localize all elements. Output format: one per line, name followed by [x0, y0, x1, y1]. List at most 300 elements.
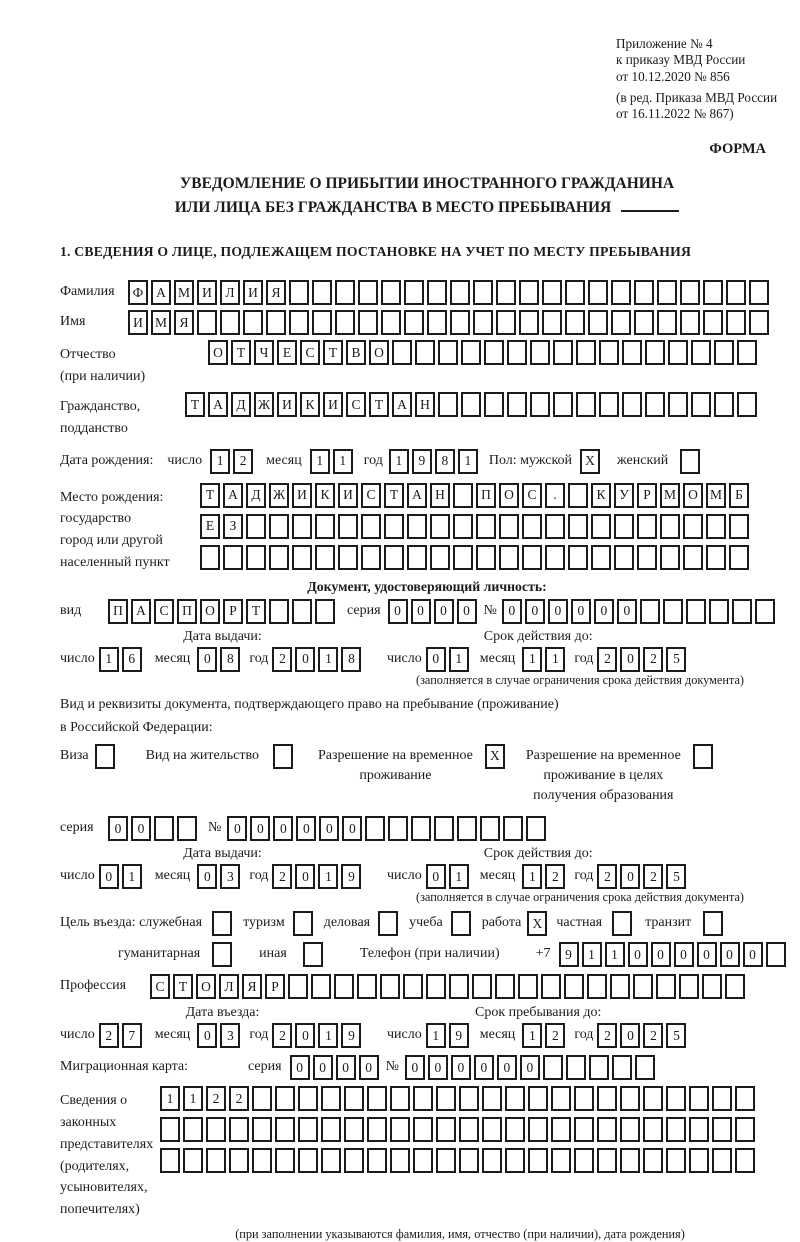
permit-expiry-day-cells[interactable]	[426, 864, 472, 889]
doc-number-cells[interactable]	[502, 599, 778, 624]
char-cell[interactable]: В	[346, 340, 366, 365]
char-cell[interactable]	[384, 545, 404, 570]
char-cell[interactable]	[292, 545, 312, 570]
char-cell[interactable]: X	[485, 744, 505, 769]
char-cell[interactable]	[612, 1055, 632, 1080]
char-cell[interactable]	[612, 911, 632, 936]
char-cell[interactable]	[680, 449, 700, 474]
doc-issue-year-cells[interactable]	[272, 647, 364, 672]
char-cell[interactable]	[298, 1117, 318, 1142]
char-cell[interactable]: 0	[295, 1023, 315, 1048]
char-cell[interactable]	[645, 340, 665, 365]
char-cell[interactable]	[666, 1117, 686, 1142]
char-cell[interactable]	[735, 1086, 755, 1111]
char-cell[interactable]: 2	[545, 1023, 565, 1048]
char-cell[interactable]: 0	[250, 816, 270, 841]
char-cell[interactable]: К	[300, 392, 320, 417]
doc-expiry-month-cells[interactable]	[522, 647, 568, 672]
migcard-series-cells[interactable]	[290, 1055, 382, 1080]
char-cell[interactable]: 0	[571, 599, 591, 624]
char-cell[interactable]	[459, 1086, 479, 1111]
char-cell[interactable]: 0	[434, 599, 454, 624]
char-cell[interactable]	[660, 545, 680, 570]
char-cell[interactable]	[403, 974, 423, 999]
char-cell[interactable]: Т	[231, 340, 251, 365]
doc-expiry-day-cells[interactable]	[426, 647, 472, 672]
char-cell[interactable]	[622, 340, 642, 365]
char-cell[interactable]	[568, 545, 588, 570]
char-cell[interactable]: Я	[174, 310, 194, 335]
char-cell[interactable]: 0	[131, 816, 151, 841]
char-cell[interactable]	[666, 1086, 686, 1111]
temp-residence-checkbox[interactable]	[485, 744, 508, 769]
char-cell[interactable]	[392, 340, 412, 365]
char-cell[interactable]	[381, 310, 401, 335]
char-cell[interactable]: 0	[426, 647, 446, 672]
char-cell[interactable]	[714, 392, 734, 417]
char-cell[interactable]	[246, 514, 266, 539]
char-cell[interactable]	[755, 599, 775, 624]
purpose-business-checkbox[interactable]	[378, 911, 401, 936]
char-cell[interactable]: Д	[246, 483, 266, 508]
char-cell[interactable]	[576, 392, 596, 417]
char-cell[interactable]	[519, 280, 539, 305]
char-cell[interactable]	[668, 392, 688, 417]
char-cell[interactable]	[292, 599, 312, 624]
char-cell[interactable]	[622, 392, 642, 417]
char-cell[interactable]	[691, 340, 711, 365]
char-cell[interactable]: 0	[342, 816, 362, 841]
char-cell[interactable]: Т	[185, 392, 205, 417]
char-cell[interactable]	[518, 974, 538, 999]
char-cell[interactable]	[545, 514, 565, 539]
char-cell[interactable]	[686, 599, 706, 624]
char-cell[interactable]	[223, 545, 243, 570]
char-cell[interactable]: 0	[296, 816, 316, 841]
entry-month-cells[interactable]	[197, 1023, 243, 1048]
char-cell[interactable]	[633, 974, 653, 999]
char-cell[interactable]: 2	[597, 864, 617, 889]
char-cell[interactable]	[643, 1086, 663, 1111]
char-cell[interactable]	[587, 974, 607, 999]
char-cell[interactable]: 1	[522, 647, 542, 672]
char-cell[interactable]	[709, 599, 729, 624]
legal-reps-line1[interactable]	[160, 1086, 758, 1111]
char-cell[interactable]	[599, 340, 619, 365]
char-cell[interactable]: 9	[559, 942, 579, 967]
char-cell[interactable]: 0	[227, 816, 247, 841]
purpose-transit-checkbox[interactable]	[703, 911, 726, 936]
char-cell[interactable]: М	[660, 483, 680, 508]
char-cell[interactable]	[436, 1086, 456, 1111]
char-cell[interactable]: З	[223, 514, 243, 539]
char-cell[interactable]: 0	[525, 599, 545, 624]
birth-place-line2[interactable]	[200, 514, 752, 539]
char-cell[interactable]	[542, 310, 562, 335]
char-cell[interactable]: 0	[197, 1023, 217, 1048]
char-cell[interactable]	[749, 310, 769, 335]
char-cell[interactable]	[640, 599, 660, 624]
char-cell[interactable]: 0	[620, 647, 640, 672]
char-cell[interactable]: 1	[99, 647, 119, 672]
char-cell[interactable]: 1	[426, 1023, 446, 1048]
char-cell[interactable]: И	[338, 483, 358, 508]
char-cell[interactable]	[459, 1148, 479, 1173]
char-cell[interactable]	[634, 280, 654, 305]
stay-year-cells[interactable]	[597, 1023, 689, 1048]
char-cell[interactable]: Ж	[254, 392, 274, 417]
char-cell[interactable]	[434, 816, 454, 841]
char-cell[interactable]: 0	[674, 942, 694, 967]
char-cell[interactable]	[335, 280, 355, 305]
char-cell[interactable]	[737, 392, 757, 417]
char-cell[interactable]	[712, 1148, 732, 1173]
profession-cells[interactable]	[150, 974, 748, 999]
char-cell[interactable]: 1	[582, 942, 602, 967]
char-cell[interactable]	[344, 1117, 364, 1142]
char-cell[interactable]	[528, 1086, 548, 1111]
char-cell[interactable]: 2	[272, 1023, 292, 1048]
purpose-study-checkbox[interactable]	[451, 911, 474, 936]
char-cell[interactable]	[212, 911, 232, 936]
char-cell[interactable]: Л	[220, 280, 240, 305]
char-cell[interactable]	[712, 1086, 732, 1111]
char-cell[interactable]	[457, 816, 477, 841]
birth-place-line3[interactable]	[200, 545, 752, 570]
char-cell[interactable]: 1	[522, 1023, 542, 1048]
char-cell[interactable]: П	[476, 483, 496, 508]
char-cell[interactable]: 2	[272, 647, 292, 672]
char-cell[interactable]	[436, 1117, 456, 1142]
char-cell[interactable]: Т	[200, 483, 220, 508]
char-cell[interactable]: 0	[411, 599, 431, 624]
char-cell[interactable]	[334, 974, 354, 999]
char-cell[interactable]	[338, 545, 358, 570]
char-cell[interactable]: М	[706, 483, 726, 508]
stay-day-cells[interactable]	[426, 1023, 472, 1048]
char-cell[interactable]	[220, 310, 240, 335]
char-cell[interactable]	[183, 1117, 203, 1142]
char-cell[interactable]: 0	[197, 864, 217, 889]
char-cell[interactable]	[637, 514, 657, 539]
char-cell[interactable]	[597, 1117, 617, 1142]
char-cell[interactable]	[312, 280, 332, 305]
char-cell[interactable]	[729, 545, 749, 570]
char-cell[interactable]	[588, 280, 608, 305]
char-cell[interactable]: 1	[605, 942, 625, 967]
char-cell[interactable]	[407, 545, 427, 570]
char-cell[interactable]: 9	[341, 1023, 361, 1048]
char-cell[interactable]	[712, 1117, 732, 1142]
char-cell[interactable]	[315, 514, 335, 539]
char-cell[interactable]	[269, 514, 289, 539]
char-cell[interactable]: 8	[220, 647, 240, 672]
purpose-private-checkbox[interactable]	[612, 911, 635, 936]
char-cell[interactable]	[344, 1086, 364, 1111]
char-cell[interactable]	[357, 974, 377, 999]
char-cell[interactable]	[413, 1086, 433, 1111]
char-cell[interactable]: Е	[277, 340, 297, 365]
char-cell[interactable]: И	[197, 280, 217, 305]
char-cell[interactable]	[679, 974, 699, 999]
char-cell[interactable]	[451, 911, 471, 936]
char-cell[interactable]	[358, 310, 378, 335]
char-cell[interactable]	[634, 310, 654, 335]
char-cell[interactable]	[611, 310, 631, 335]
char-cell[interactable]: 0	[405, 1055, 425, 1080]
char-cell[interactable]	[689, 1086, 709, 1111]
char-cell[interactable]	[321, 1086, 341, 1111]
char-cell[interactable]	[680, 310, 700, 335]
char-cell[interactable]	[591, 545, 611, 570]
char-cell[interactable]	[476, 545, 496, 570]
char-cell[interactable]: Я	[266, 280, 286, 305]
char-cell[interactable]: О	[200, 599, 220, 624]
char-cell[interactable]: 1	[210, 449, 230, 474]
char-cell[interactable]	[482, 1117, 502, 1142]
birth-month-cells[interactable]	[310, 449, 356, 474]
char-cell[interactable]: 0	[502, 599, 522, 624]
char-cell[interactable]: 2	[99, 1023, 119, 1048]
char-cell[interactable]: Я	[242, 974, 262, 999]
char-cell[interactable]	[293, 911, 313, 936]
char-cell[interactable]: Р	[223, 599, 243, 624]
char-cell[interactable]	[358, 280, 378, 305]
char-cell[interactable]: 0	[388, 599, 408, 624]
char-cell[interactable]	[449, 974, 469, 999]
char-cell[interactable]: X	[527, 911, 547, 936]
char-cell[interactable]	[680, 280, 700, 305]
char-cell[interactable]: М	[151, 310, 171, 335]
char-cell[interactable]: X	[580, 449, 600, 474]
char-cell[interactable]	[706, 545, 726, 570]
char-cell[interactable]: 0	[319, 816, 339, 841]
char-cell[interactable]: С	[154, 599, 174, 624]
char-cell[interactable]: 0	[697, 942, 717, 967]
char-cell[interactable]: 0	[548, 599, 568, 624]
char-cell[interactable]: 2	[643, 647, 663, 672]
char-cell[interactable]	[206, 1148, 226, 1173]
char-cell[interactable]	[714, 340, 734, 365]
char-cell[interactable]	[663, 599, 683, 624]
char-cell[interactable]	[693, 744, 713, 769]
char-cell[interactable]: 8	[341, 647, 361, 672]
char-cell[interactable]	[726, 280, 746, 305]
char-cell[interactable]	[426, 974, 446, 999]
char-cell[interactable]	[499, 545, 519, 570]
char-cell[interactable]	[589, 1055, 609, 1080]
char-cell[interactable]	[438, 392, 458, 417]
char-cell[interactable]	[206, 1117, 226, 1142]
char-cell[interactable]: 0	[743, 942, 763, 967]
char-cell[interactable]: 5	[666, 647, 686, 672]
char-cell[interactable]: 2	[229, 1086, 249, 1111]
char-cell[interactable]	[450, 280, 470, 305]
char-cell[interactable]	[229, 1148, 249, 1173]
char-cell[interactable]	[312, 310, 332, 335]
char-cell[interactable]	[480, 816, 500, 841]
char-cell[interactable]	[496, 280, 516, 305]
char-cell[interactable]: 0	[426, 864, 446, 889]
char-cell[interactable]: Т	[173, 974, 193, 999]
permit-expiry-month-cells[interactable]	[522, 864, 568, 889]
char-cell[interactable]	[530, 392, 550, 417]
visa-checkbox[interactable]	[95, 744, 118, 769]
char-cell[interactable]	[321, 1117, 341, 1142]
char-cell[interactable]: 0	[108, 816, 128, 841]
char-cell[interactable]	[656, 974, 676, 999]
char-cell[interactable]	[737, 340, 757, 365]
char-cell[interactable]	[344, 1148, 364, 1173]
char-cell[interactable]	[553, 392, 573, 417]
char-cell[interactable]: 0	[474, 1055, 494, 1080]
char-cell[interactable]: А	[208, 392, 228, 417]
char-cell[interactable]	[505, 1117, 525, 1142]
char-cell[interactable]	[702, 974, 722, 999]
char-cell[interactable]: А	[392, 392, 412, 417]
legal-reps-line3[interactable]	[160, 1148, 758, 1173]
char-cell[interactable]	[703, 310, 723, 335]
sex-male-checkbox[interactable]	[580, 449, 603, 474]
char-cell[interactable]: А	[151, 280, 171, 305]
char-cell[interactable]: 0	[273, 816, 293, 841]
char-cell[interactable]: 0	[428, 1055, 448, 1080]
char-cell[interactable]	[599, 392, 619, 417]
char-cell[interactable]	[551, 1117, 571, 1142]
char-cell[interactable]	[620, 1086, 640, 1111]
char-cell[interactable]	[311, 974, 331, 999]
legal-reps-line2[interactable]	[160, 1117, 758, 1142]
char-cell[interactable]	[430, 514, 450, 539]
char-cell[interactable]	[288, 974, 308, 999]
char-cell[interactable]	[476, 514, 496, 539]
char-cell[interactable]: 8	[435, 449, 455, 474]
char-cell[interactable]: И	[323, 392, 343, 417]
char-cell[interactable]: 9	[341, 864, 361, 889]
char-cell[interactable]	[551, 1148, 571, 1173]
char-cell[interactable]	[495, 974, 515, 999]
char-cell[interactable]: 0	[620, 1023, 640, 1048]
char-cell[interactable]	[530, 340, 550, 365]
char-cell[interactable]	[269, 599, 289, 624]
char-cell[interactable]: .	[545, 483, 565, 508]
char-cell[interactable]: А	[131, 599, 151, 624]
char-cell[interactable]: 2	[206, 1086, 226, 1111]
char-cell[interactable]: 0	[520, 1055, 540, 1080]
char-cell[interactable]	[620, 1148, 640, 1173]
char-cell[interactable]	[574, 1117, 594, 1142]
permit-expiry-year-cells[interactable]	[597, 864, 689, 889]
char-cell[interactable]	[591, 514, 611, 539]
char-cell[interactable]: К	[591, 483, 611, 508]
char-cell[interactable]	[160, 1117, 180, 1142]
char-cell[interactable]	[472, 974, 492, 999]
birth-place-line1[interactable]	[200, 483, 752, 508]
char-cell[interactable]: 6	[122, 647, 142, 672]
char-cell[interactable]	[252, 1086, 272, 1111]
char-cell[interactable]: 0	[99, 864, 119, 889]
char-cell[interactable]	[177, 816, 197, 841]
char-cell[interactable]	[321, 1148, 341, 1173]
residence-permit-checkbox[interactable]	[273, 744, 296, 769]
char-cell[interactable]	[436, 1148, 456, 1173]
char-cell[interactable]	[703, 911, 723, 936]
char-cell[interactable]: 0	[336, 1055, 356, 1080]
char-cell[interactable]: Р	[637, 483, 657, 508]
char-cell[interactable]	[427, 310, 447, 335]
char-cell[interactable]	[381, 280, 401, 305]
char-cell[interactable]	[660, 514, 680, 539]
char-cell[interactable]	[266, 310, 286, 335]
char-cell[interactable]	[438, 340, 458, 365]
char-cell[interactable]	[413, 1117, 433, 1142]
char-cell[interactable]: Е	[200, 514, 220, 539]
char-cell[interactable]: 1	[183, 1086, 203, 1111]
char-cell[interactable]: 2	[643, 864, 663, 889]
char-cell[interactable]: 3	[220, 1023, 240, 1048]
char-cell[interactable]: Д	[231, 392, 251, 417]
char-cell[interactable]	[453, 483, 473, 508]
char-cell[interactable]: Б	[729, 483, 749, 508]
char-cell[interactable]	[729, 514, 749, 539]
char-cell[interactable]	[384, 514, 404, 539]
char-cell[interactable]	[522, 545, 542, 570]
char-cell[interactable]	[160, 1148, 180, 1173]
patronymic-cells[interactable]	[208, 340, 760, 365]
char-cell[interactable]	[574, 1086, 594, 1111]
char-cell[interactable]	[545, 545, 565, 570]
char-cell[interactable]	[726, 310, 746, 335]
char-cell[interactable]	[568, 514, 588, 539]
char-cell[interactable]: 0	[451, 1055, 471, 1080]
char-cell[interactable]	[637, 545, 657, 570]
char-cell[interactable]: Т	[369, 392, 389, 417]
char-cell[interactable]	[519, 310, 539, 335]
char-cell[interactable]	[735, 1117, 755, 1142]
char-cell[interactable]	[95, 744, 115, 769]
char-cell[interactable]: П	[108, 599, 128, 624]
char-cell[interactable]	[407, 514, 427, 539]
char-cell[interactable]: 2	[597, 1023, 617, 1048]
char-cell[interactable]	[246, 545, 266, 570]
phone-cells[interactable]	[559, 942, 789, 967]
char-cell[interactable]	[528, 1148, 548, 1173]
purpose-other-checkbox[interactable]	[303, 942, 326, 967]
char-cell[interactable]: А	[223, 483, 243, 508]
char-cell[interactable]	[229, 1117, 249, 1142]
char-cell[interactable]: У	[614, 483, 634, 508]
char-cell[interactable]: Ч	[254, 340, 274, 365]
char-cell[interactable]	[689, 1117, 709, 1142]
char-cell[interactable]: 1	[449, 864, 469, 889]
char-cell[interactable]	[269, 545, 289, 570]
char-cell[interactable]: 0	[359, 1055, 379, 1080]
char-cell[interactable]	[390, 1086, 410, 1111]
citizenship-cells[interactable]	[185, 392, 760, 417]
char-cell[interactable]: 1	[318, 864, 338, 889]
char-cell[interactable]: 2	[597, 647, 617, 672]
char-cell[interactable]: Т	[323, 340, 343, 365]
char-cell[interactable]	[735, 1148, 755, 1173]
char-cell[interactable]	[315, 545, 335, 570]
char-cell[interactable]: 0	[620, 864, 640, 889]
char-cell[interactable]: 2	[272, 864, 292, 889]
char-cell[interactable]	[411, 816, 431, 841]
char-cell[interactable]	[390, 1148, 410, 1173]
char-cell[interactable]	[315, 599, 335, 624]
char-cell[interactable]: 5	[666, 864, 686, 889]
char-cell[interactable]: 1	[318, 1023, 338, 1048]
